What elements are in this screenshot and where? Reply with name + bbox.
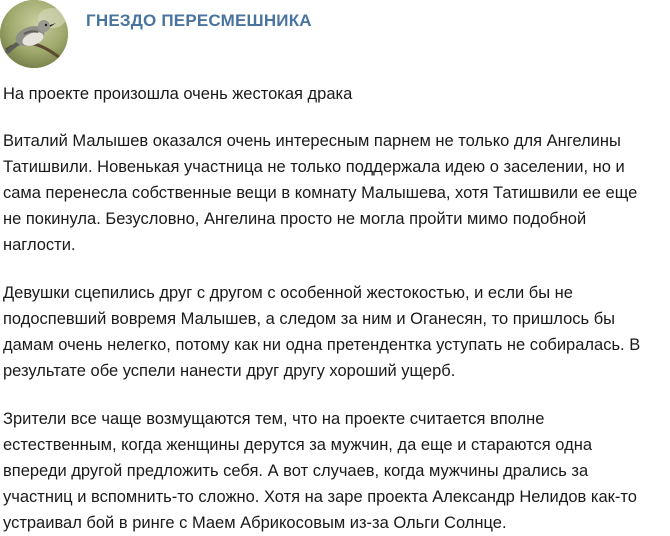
paragraph-line: Татишвили. Новенькая участница не только поддержала идею о заселении, но и: [3, 158, 625, 176]
paragraph-line: естественным, когда женщины дерутся за мужчин, да еще и стараются одна: [3, 436, 593, 454]
paragraph-line: Зрители все чаще возмущаются тем, что на проекте считается вполне: [3, 410, 545, 428]
group-avatar[interactable]: [0, 0, 68, 68]
spacer: [3, 258, 667, 280]
paragraph-line: подоспевший вовремя Малышев, а следом за ним и Оганесян, то пришлось бы: [3, 310, 616, 328]
post-paragraph: [3, 128, 667, 258]
paragraph-line: участниц и вспомнить-то сложно. Хотя на заре проекта Александр Нелидов как-то: [3, 488, 637, 506]
paragraph-line: Виталий Малышев оказался очень интересным парнем не только для Ангелины: [3, 132, 621, 150]
paragraph-line: сама перенесла собственные вещи в комнату Малышева, хотя Татишвили ее еще: [3, 184, 638, 202]
spacer: [3, 384, 667, 406]
paragraph-line: Девушки сцепились друг с другом с особенной жестокостью, и если бы не: [3, 284, 573, 302]
post-header: [0, 0, 670, 74]
group-name-link[interactable]: ГНЕЗДО ПЕРЕСМЕШНИКА: [86, 11, 312, 30]
paragraph-line: не покинула. Безусловно, Ангелина просто не могла пройти мимо подобной: [3, 210, 587, 228]
paragraph-line: впереди другой предложить себя. А вот случаев, когда мужчины дрались за: [3, 462, 589, 480]
paragraph-line: дамам очень нелегко, потому как ни одна претендентка уступать не собиралась. В: [3, 336, 641, 354]
paragraph-line: результате обе успели нанести друг другу хороший ущерб.: [3, 362, 456, 380]
spacer: [3, 107, 667, 128]
paragraph-line: наглости.: [3, 236, 76, 254]
post-title: На проекте произошла очень жестокая драка: [3, 85, 353, 103]
post-paragraph: [3, 280, 667, 384]
post-paragraph: [3, 406, 667, 536]
post-body: [3, 81, 667, 536]
bird-avatar-icon: [0, 0, 68, 68]
paragraph-line: устраивал бой в ринге с Маем Абрикосовым из-за Ольги Солнце.: [3, 514, 507, 532]
